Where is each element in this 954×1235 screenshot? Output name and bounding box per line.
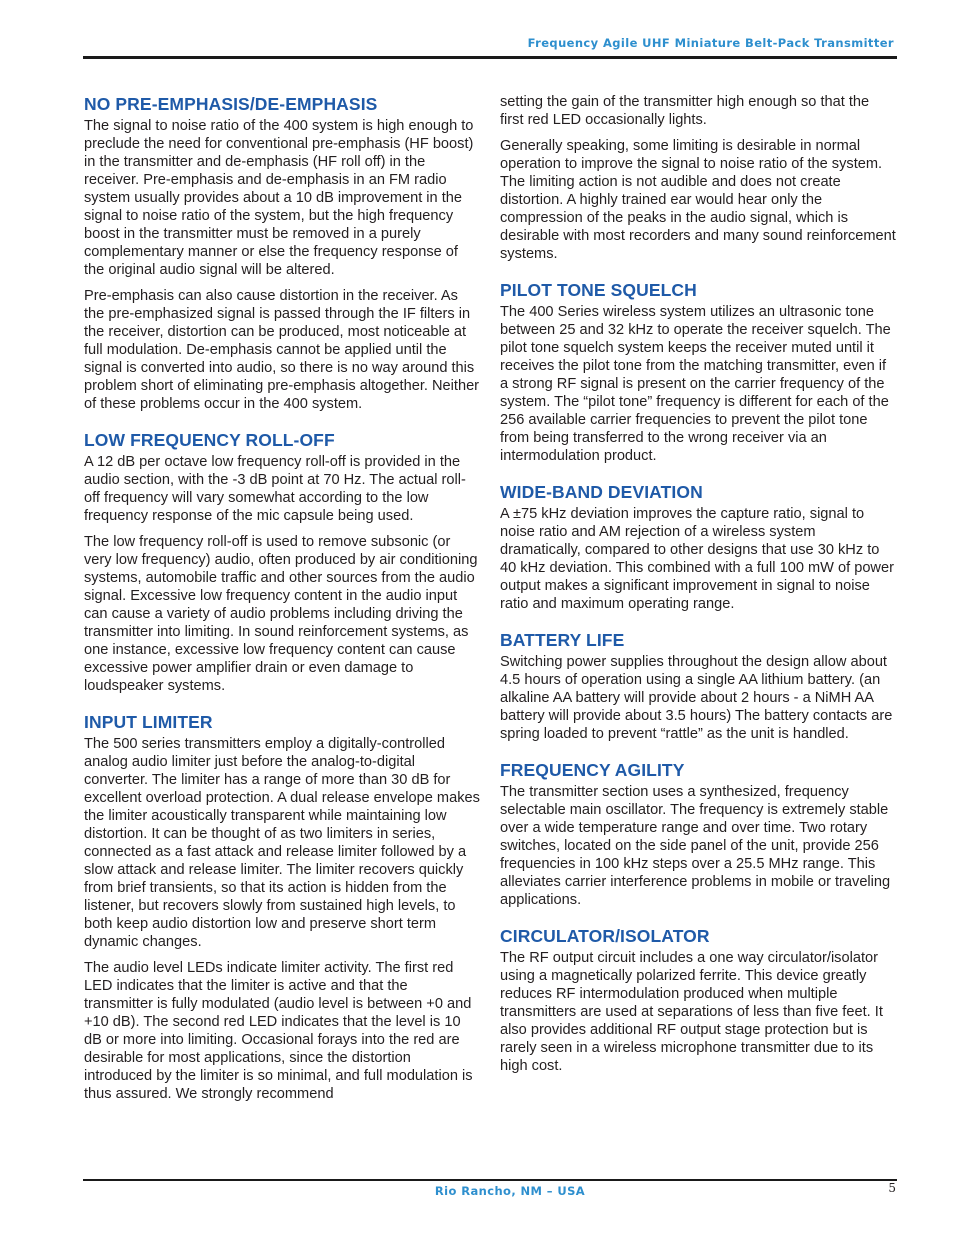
paragraph: Switching power supplies throughout the design allow about 4.5 hours of operation using a single AA lithium battery. (an alkaline AA battery will provide about 2 hours - a NiMH AA battery will provide about 3.5 hours) The battery contacts are spring loaded to prevent “rattle” as the unit is handled. — [500, 654, 893, 742]
section-heading-battery-life: BATTERY LIFE — [500, 630, 625, 650]
section-heading-wide-band-deviation: WIDE-BAND DEVIATION — [500, 482, 703, 502]
paragraph: Pre-emphasis can also cause distortion in the receiver. As the pre-emphasized signal is passed through the IF filters in the receiver, distortion can be produced, most noticeable at full modulation. De-emphasis cannot be applied until the signal is converted into audio, so there is no way around this problem short of eliminating pre-emphasis altogether. Neither of these problems occur in the 400 system. — [84, 288, 480, 412]
paragraph: Generally speaking, some limiting is desirable in normal operation to improve the signal to noise ratio of the system. The limiting action is not audible and does not create distortion. A highly trained ear would hear only the compression of the peaks in the audio signal, which is desirable with most recorders and many sound reinforcement systems. — [500, 138, 896, 262]
section-heading-circulator-isolator: CIRCULATOR/ISOLATOR — [500, 926, 710, 946]
header-rule — [83, 56, 897, 59]
section-heading-no-pre-emphasis: NO PRE-EMPHASIS/DE-EMPHASIS — [84, 94, 378, 114]
paragraph: The 500 series transmitters employ a digitally-controlled analog audio limiter just before the analog-to-digital converter. The limiter has a range of more than 30 dB for excellent overload protection. A dual release envelope makes the limiter acoustically transparent while maintaining low distortion. It can be thought of as two limiters in series, connected as a fast attack and release limiter followed by a slow attack and release limiter. The limiter recovers quickly from brief transients, so that its action is hidden from the listener, but recovers slowly from sustained high levels, to both keep audio distortion low and preserve short term dynamic changes. — [84, 736, 480, 950]
paragraph: The 400 Series wireless system utilizes an ultrasonic tone between 25 and 32 kHz to operate the receiver squelch. The pilot tone squelch system keeps the receiver muted until it receives the pilot tone from the matching transmitter, even if a strong RF signal is present on the carrier frequency of the system. The “pilot tone” frequency is different for each of the 256 available carrier frequencies to prevent the pilot tone from being transferred to the wrong receiver via an intermodulation product. — [500, 304, 891, 464]
paragraph-continued: setting the gain of the transmitter high enough so that the first red LED occasionally lights. — [500, 94, 870, 128]
paragraph: The low frequency roll-off is used to remove subsonic (or very low frequency) audio, often produced by air conditioning systems, automobile traffic and other sources from the audio signal. Excessive low frequency content in the audio input can cause a variety of audio problems including driving the transmitter into limiting. In sound reinforcement systems, as one instance, excessive low frequency content can cause excessive power amplifier drain or even damage to loudspeaker systems. — [84, 534, 478, 694]
footer-rule — [83, 1179, 897, 1181]
section-heading-pilot-tone-squelch: PILOT TONE SQUELCH — [500, 280, 697, 300]
section-heading-low-frequency-roll-off: LOW FREQUENCY ROLL-OFF — [84, 430, 335, 450]
running-header-title: Frequency Agile UHF Miniature Belt-Pack Transmitter — [527, 36, 894, 50]
paragraph: The transmitter section uses a synthesized, frequency selectable main oscillator. The frequency is extremely stable over a wide temperature range and over time. Two rotary switches, located on the side panel of the unit, provide 256 frequencies in 100 kHz steps over a 25.5 MHz range. This alleviates carrier interference problems in mobile or traveling applications. — [500, 784, 891, 908]
paragraph: A ±75 kHz deviation improves the capture ratio, signal to noise ratio and AM rejection of a wireless system dramatically, compared to other designs that use 30 kHz to 40 kHz deviation. This combined with a full 100 mW of power output makes a significant improvement in signal to noise ratio and maximum operating range. — [500, 506, 894, 612]
section-heading-frequency-agility: FREQUENCY AGILITY — [500, 760, 685, 780]
paragraph: The signal to noise ratio of the 400 system is high enough to preclude the need for conventional pre-emphasis (HF boost) in the transmitter and de-emphasis (HF roll off) in the receiver. Pre-emphasis and de-emphasis in an FM radio system usually provides about a 10 dB improvement in the signal to noise ratio of the system, but the high frequency boost in the transmitter must be removed in a purely complementary manner or else the frequency response of the original audio signal will be altered. — [84, 118, 474, 278]
page-number: 5 — [888, 1181, 896, 1195]
right-column — [500, 93, 896, 1083]
paragraph: The audio level LEDs indicate limiter activity. The first red LED indicates that the limiter is active and that the transmitter is fully modulated (audio level is between +0 and +10 dB). The second red LED indicates that the level is 10 dB or more into limiting. Occasional forays into the red are desirable for most applications, since the distortion introduced by the limiter is so minimal, and full modulation is thus assured. We strongly recommend — [84, 960, 473, 1102]
paragraph: A 12 dB per octave low frequency roll-off is provided in the audio section, with the -3 dB point at 70 Hz. The actual roll-off frequency will vary somewhat according to the low frequency response of the mic capsule being used. — [84, 454, 466, 524]
paragraph: The RF output circuit includes a one way circulator/isolator using a magnetically polarized ferrite. This device greatly reduces RF intermodulation produced when multiple transmitters are used at separations of less than five feet. It also provides additional RF output stage protection but is rarely seen in a wireless microphone transmitter due to its high cost. — [500, 950, 883, 1074]
footer-location: Rio Rancho, NM – USA — [434, 1184, 586, 1198]
section-heading-input-limiter: INPUT LIMITER — [84, 712, 213, 732]
left-column — [84, 93, 480, 1111]
